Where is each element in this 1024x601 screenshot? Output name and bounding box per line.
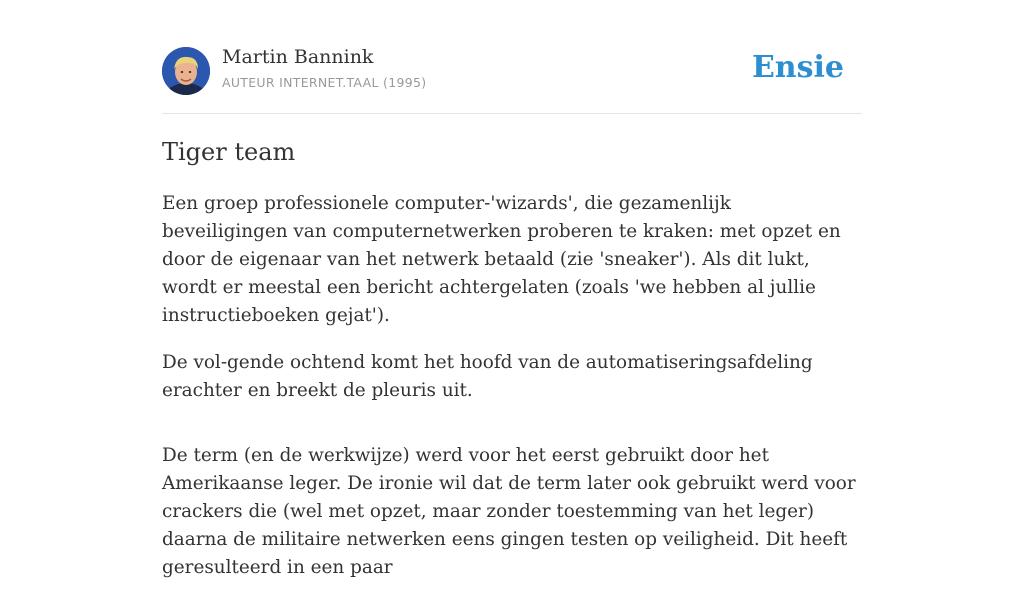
entry-body	[162, 190, 862, 601]
author-avatar[interactable]	[162, 47, 210, 95]
page-container	[162, 0, 862, 578]
entry-title: Tiger team	[162, 138, 296, 166]
entry-paragraph: Een groep professionele computer-'wizards', die gezamenlijk beveiligingen van computernetwerken proberen te kraken: met opzet en door de eigenaar van het netwerk betaald (zie 'sneaker'). Als dit lukt, wordt er meestal een bericht achtergelaten (zoals 'we hebben al jullie instructieboeken gejat').	[162, 193, 841, 326]
entry-paragraph: De vol-gende ochtend komt het hoofd van de automatiseringsafdeling erachter en breekt de pleuris uit.	[162, 352, 813, 401]
author-meta	[222, 75, 426, 90]
entry-paragraph: De term (en de werkwijze) werd voor het eerst gebruikt door het Amerikaanse leger. De ironie wil dat de term later ook gebruikt werd voor crackers die (wel met opzet, maar zonder toestemming van het leger) daarna de militaire netwerken eens gingen testen op veiligheid. Dit heeft geresulteerd in een paar	[162, 445, 856, 578]
avatar-portrait-icon	[162, 47, 210, 95]
author-name[interactable]: Martin Bannink	[222, 46, 374, 68]
ensie-logo-link[interactable]: Ensie	[751, 50, 844, 85]
author-role: AUTEUR INTERNET.TAAL	[222, 75, 379, 90]
author-header	[162, 0, 862, 114]
author-year: (1995)	[383, 75, 427, 90]
